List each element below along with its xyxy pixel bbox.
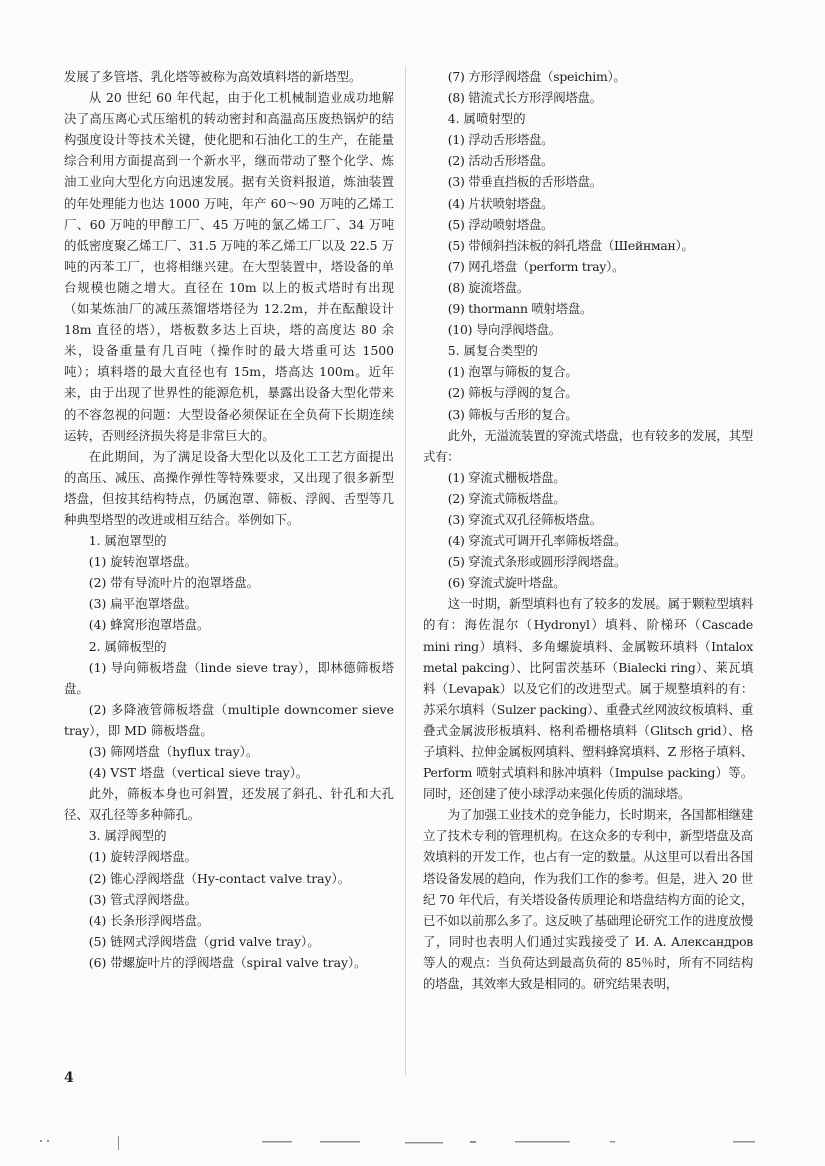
- left-paragraph: 从 20 世纪 60 年代起，由于化工机械制造业成功地解决了高压离心式压缩机的转动密封和高温高压废热锅炉的结构强度设计等技术关键，使化肥和石油化工的生产，在能量综合利用方面提高到一个新水平，继而带动了整个化学、炼油工业向大型化方向迅速发展。据有关资料报道，炼油装置的年处理能力也达 1000 万吨，年产 60～90 万吨的乙烯工厂、60 万吨的甲醇工厂、45 万吨的氯乙烯工厂、34 万吨的低密度聚乙烯工厂、31.5 万吨的苯乙烯工厂以及 22.5 万吨的丙苯工厂，也将相继兴建。在大型装置中，塔设备的单台规模也随之增大。直径在 10m 以上的板式塔时有出现（如某炼油厂的减压蒸馏塔塔径为 12.2m，并在酝酿设计 18m 直径的塔），塔板数多达上百块，塔的高度达 80 余米，设备重量有几百吨（操作时的最大塔重可达 1500 吨）；填料塔的最大直径也有 15m，塔高达 100m。近年来，由于出现了世界性的能源危机，暴露出设备大型化带来的不容忽视的问题：大型设备必须保证在全负荷下长期连续运转，否则经济损失将是非常巨大的。: [64, 90, 394, 443]
- left-list-item: (2) 带有导流叶片的泡罩塔盘。: [88, 575, 259, 591]
- right-list-item: (8) 旋流塔盘。: [447, 279, 529, 295]
- left-paragraph: 发展了多管塔、乳化塔等被称为高效填料塔的新塔型。: [64, 69, 362, 84]
- right-list-item: (4) 穿流式可调开孔率筛板塔盘。: [447, 533, 627, 549]
- left-list-item: (1) 导向筛板塔盘（linde sieve tray），即林德筛板塔盘。: [64, 659, 394, 696]
- right-paragraph: 为了加强工业技术的竞争能力，长时期来，各国都相继建立了技术专利的管理机构。在这众多的专利中，新型塔盘及高效填料的开发工作，也占有一定的数量。从这里可以看出各国塔设备发展的趋向，作为我们工作的参考。但是，进入 20 世纪 70 年代后，有关塔设备传质理论和塔盘结构方面的论文，已不如以前那么多了。这反映了基础理论研究工作的进度放慢了，同时也表明人们通过实践接受了 И. А. Александров 等人的观点：当负荷达到最高负荷的 85％时，所有不同结构的塔盘，其效率大致是相同的。研究结果表明，: [423, 807, 753, 992]
- right-list-item: (3) 筛板与舌形的复合。: [447, 406, 578, 422]
- right-list-item: (7) 网孔塔盘（perform tray）。: [447, 258, 625, 274]
- right-list-item: (4) 片状喷射塔盘。: [447, 195, 554, 211]
- left-paragraph: 在此期间，为了满足设备大型化以及化工工艺方面提出的高压、减压、高操作弹性等特殊要求，又出现了很多新型塔盘，但按其结构特点，仍属泡罩、筛板、浮阀、舌型等几种典型塔型的改进或相互结合。举例如下。: [64, 448, 394, 527]
- left-section-heading: 1. 属泡罩型的: [88, 533, 167, 549]
- right-section-heading: 4. 属喷射型的: [447, 111, 526, 127]
- right-list-item: (2) 活动舌形塔盘。: [447, 153, 554, 169]
- left-list-item: (1) 旋转浮阀塔盘。: [88, 849, 198, 865]
- right-column: [423, 66, 753, 994]
- right-list-item: (1) 泡罩与筛板的复合。: [447, 364, 578, 380]
- right-list-item: (5) 带倾斜挡沫板的斜孔塔盘（Шейнман）。: [447, 237, 694, 253]
- left-paragraph: 此外，筛板本身也可斜置，还发展了斜孔、针孔和大孔径、双孔径等多种筛孔。: [64, 786, 394, 823]
- right-list-item: (2) 筛板与浮阀的复合。: [447, 385, 578, 401]
- left-list-item: (2) 多降液管筛板塔盘（multiple downcomer sieve tray），即 MD 筛板塔盘。: [64, 701, 394, 738]
- left-list-item: (3) 管式浮阀塔盘。: [88, 891, 198, 907]
- right-list-item: (10) 导向浮阀塔盘。: [447, 322, 561, 338]
- column-divider: [405, 66, 406, 1076]
- left-list-item: (2) 锥心浮阀塔盘（Hy-contact valve tray）。: [88, 870, 351, 886]
- right-list-item: (2) 穿流式筛板塔盘。: [447, 490, 566, 506]
- left-list-item: (4) 长条形浮阀塔盘。: [88, 912, 210, 928]
- left-list-item: (6) 带螺旋叶片的浮阀塔盘（spiral valve tray）。: [88, 954, 367, 970]
- right-list-item: (3) 带垂直挡板的舌形塔盘。: [447, 174, 602, 190]
- left-column: [64, 66, 394, 973]
- page-number: 4: [64, 1070, 74, 1086]
- left-section-heading: 3. 属浮阀型的: [88, 828, 167, 844]
- scan-artifacts: [0, 1134, 825, 1154]
- right-list-item: (8) 错流式长方形浮阀塔盘。: [447, 90, 602, 106]
- right-list-item: (3) 穿流式双孔径筛板塔盘。: [447, 511, 602, 527]
- right-paragraph: 此外，无溢流装置的穿流式塔盘，也有较多的发展，其型式有：: [423, 427, 753, 464]
- right-list-item: (9) thormann 喷射塔盘。: [447, 301, 593, 317]
- left-list-item: (5) 链网式浮阀塔盘（grid valve tray）。: [88, 933, 320, 949]
- left-list-item: (1) 旋转泡罩塔盘。: [88, 554, 198, 570]
- left-list-item: (3) 筛网塔盘（hyflux tray）。: [88, 744, 259, 759]
- left-list-item: (4) 蜂窝形泡罩塔盘。: [88, 617, 210, 633]
- right-list-item: (5) 浮动喷射塔盘。: [447, 216, 554, 232]
- right-list-item: (1) 穿流式栅板塔盘。: [447, 469, 566, 485]
- right-list-item: (7) 方形浮阀塔盘（speichim）。: [447, 69, 626, 84]
- left-section-heading: 2. 属筛板型的: [88, 638, 167, 654]
- right-section-heading: 5. 属复合类型的: [447, 343, 538, 359]
- right-list-item: (5) 穿流式条形或圆形浮阀塔盘。: [447, 554, 627, 570]
- left-list-item: (4) VST 塔盘（vertical sieve tray）。: [88, 765, 309, 781]
- right-list-item: (6) 穿流式旋叶塔盘。: [447, 575, 566, 591]
- left-list-item: (3) 扁平泡罩塔盘。: [88, 596, 198, 612]
- right-paragraph: 这一时期，新型填料也有了较多的发展。属于颗粒型填料的有：海佐混尔（Hydronyl）填料、阶梯环（Cascade mini ring）填料、多角螺旋填料、金属鞍环填料（Intalox metal pakcing）、比阿雷茨基环（Bialecki ring）、莱瓦填料（Levapak）以及它们的改进型式。属于规整填料的有：苏采尔填料（Sulzer packing）、重叠式丝网波纹板填料、重叠式金属波形板填料、格利希栅格填料（Glitsch grid）、格子填料、拉伸金属板网填料、塑料蜂窝填料、Z 形格子填料、Perform 喷射式填料和脉冲填料（Impulse packing）等。同时，还创建了使小球浮动来强化传质的湍球塔。: [423, 596, 753, 802]
- right-list-item: (1) 浮动舌形塔盘。: [447, 132, 554, 148]
